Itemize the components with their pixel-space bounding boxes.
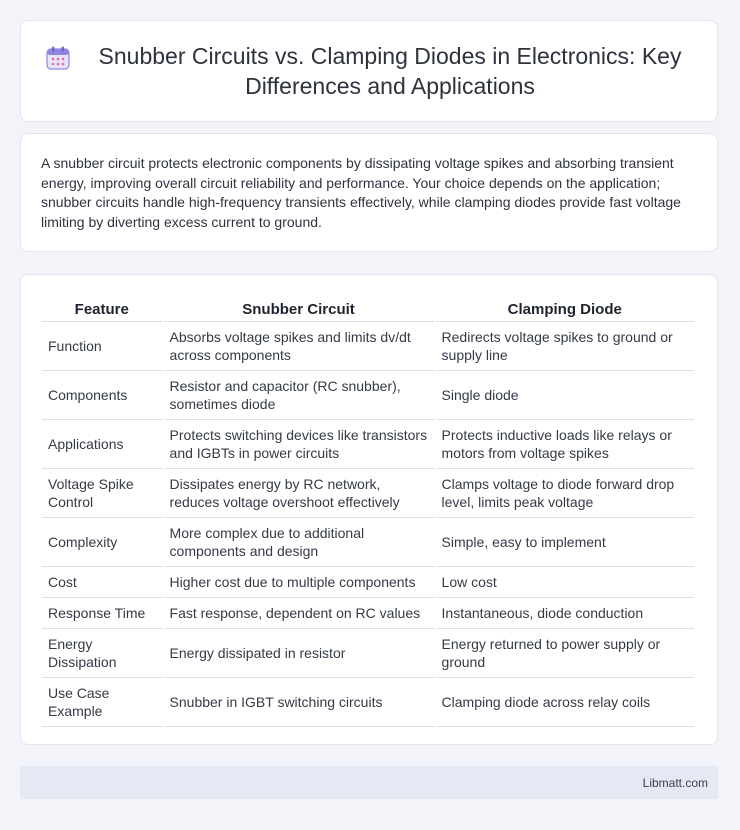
- table-row: [42, 322, 694, 371]
- footer-brand[interactable]: Libmatt.com: [642, 775, 708, 790]
- feature-cell: Components: [42, 371, 162, 420]
- feature-cell: Complexity: [42, 518, 162, 567]
- comparison-card: [20, 274, 718, 745]
- snubber-cell: Fast response, dependent on RC values: [164, 598, 434, 629]
- snubber-cell: Protects switching devices like transistors and IGBTs in power circuits: [164, 420, 434, 469]
- snubber-cell: Energy dissipated in resistor: [164, 629, 434, 678]
- feature-cell: Response Time: [42, 598, 162, 629]
- feature-cell: Applications: [42, 420, 162, 469]
- table-row: [42, 629, 694, 678]
- diode-cell: Energy returned to power supply or ground: [436, 629, 694, 678]
- footer: [20, 766, 718, 799]
- header-snubber-circuit: Snubber Circuit: [164, 297, 434, 322]
- feature-cell: Function: [42, 322, 162, 371]
- snubber-cell: More complex due to additional components and design: [164, 518, 434, 567]
- table-row: [42, 371, 694, 420]
- diode-cell: Low cost: [436, 567, 694, 598]
- table-row: [42, 678, 694, 727]
- feature-cell: Cost: [42, 567, 162, 598]
- intro-card: [20, 133, 718, 252]
- comparison-table: [40, 297, 696, 727]
- table-header-row: [42, 297, 694, 322]
- diode-cell: Clamping diode across relay coils: [436, 678, 694, 727]
- diode-cell: Single diode: [436, 371, 694, 420]
- table-row: [42, 420, 694, 469]
- snubber-cell: Higher cost due to multiple components: [164, 567, 434, 598]
- diode-cell: Instantaneous, diode conduction: [436, 598, 694, 629]
- snubber-cell: Absorbs voltage spikes and limits dv/dt across components: [164, 322, 434, 371]
- feature-cell: Use Case Example: [42, 678, 162, 727]
- header-feature: Feature: [42, 297, 162, 322]
- table-row: [42, 518, 694, 567]
- table-row: [42, 469, 694, 518]
- diode-cell: Simple, easy to implement: [436, 518, 694, 567]
- snubber-cell: Snubber in IGBT switching circuits: [164, 678, 434, 727]
- calendar-icon: [45, 45, 71, 71]
- header-clamping-diode: Clamping Diode: [436, 297, 694, 322]
- title-wrap: [45, 41, 693, 101]
- table-row: [42, 598, 694, 629]
- snubber-cell: Dissipates energy by RC network, reduces voltage overshoot effectively: [164, 469, 434, 518]
- diode-cell: Redirects voltage spikes to ground or supply line: [436, 322, 694, 371]
- intro-text: A snubber circuit protects electronic components by dissipating voltage spikes and absorbing transient energy, improving overall circuit reliability and performance. Your choice depends on the application; snubber circuits handle high-frequency transients effectively, while clamping diodes provide fast voltage limiting by diverting excess current to ground.: [41, 155, 681, 230]
- feature-cell: Energy Dissipation: [42, 629, 162, 678]
- title-card: [20, 20, 718, 122]
- page-title: Snubber Circuits vs. Clamping Diodes in Electronics: Key Differences and Applications: [98, 43, 682, 99]
- diode-cell: Clamps voltage to diode forward drop level, limits peak voltage: [436, 469, 694, 518]
- snubber-cell: Resistor and capacitor (RC snubber), sometimes diode: [164, 371, 434, 420]
- table-row: [42, 567, 694, 598]
- feature-cell: Voltage Spike Control: [42, 469, 162, 518]
- diode-cell: Protects inductive loads like relays or motors from voltage spikes: [436, 420, 694, 469]
